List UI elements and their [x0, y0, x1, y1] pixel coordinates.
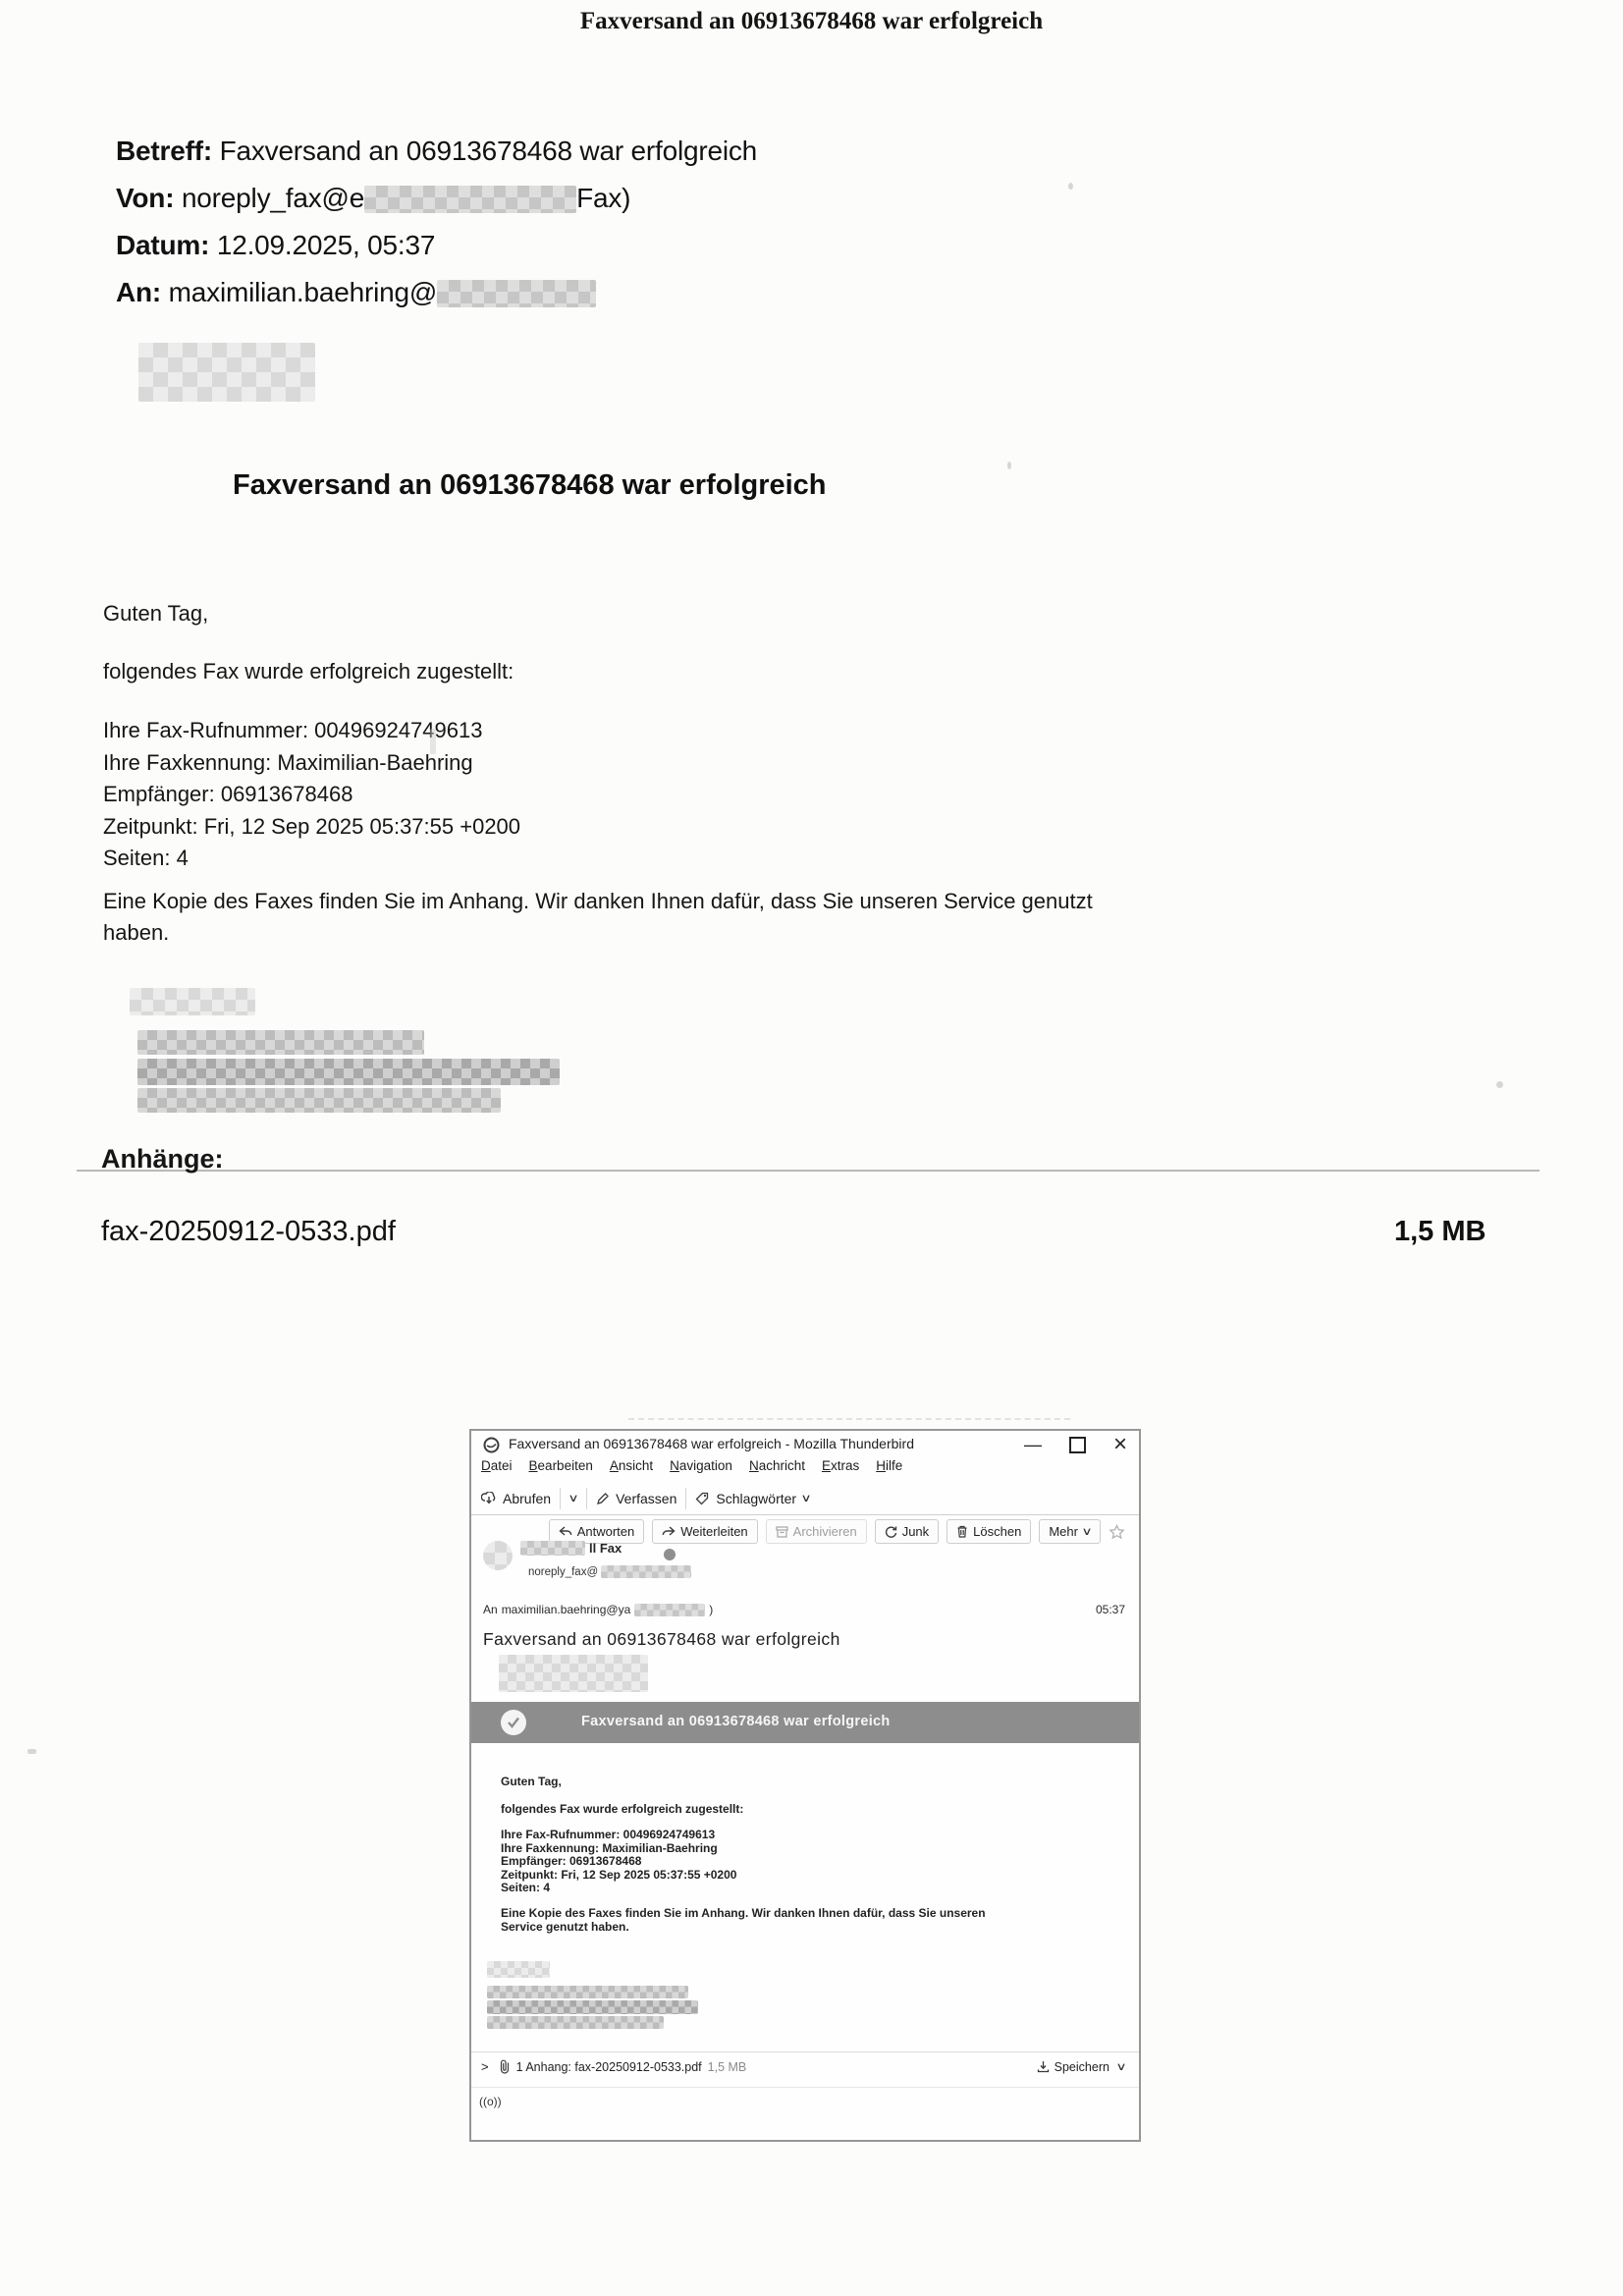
menu-nachricht[interactable]: Nachricht [748, 1458, 805, 1473]
window-controls [1023, 1431, 1127, 1457]
sender-avatar [483, 1541, 513, 1570]
meta-betreff-line [116, 128, 757, 175]
cloud-download-icon [481, 1492, 497, 1505]
more-button[interactable] [1039, 1519, 1101, 1544]
an-value-prefix: maximilian.baehring@ [168, 277, 438, 307]
von-value-prefix: noreply_fax@e [181, 183, 365, 213]
redacted-an-address [437, 280, 596, 307]
detail-zeitpunkt: Zeitpunkt: Fri, 12 Sep 2025 05:37:55 +0200 [103, 813, 521, 839]
menu-hilfe[interactable]: Hilfe [876, 1458, 903, 1473]
main-toolbar [471, 1482, 1139, 1515]
tb-details [501, 1829, 736, 1895]
attachment-size: 1,5 MB [707, 2059, 747, 2074]
body-details [103, 715, 520, 875]
status-rss-icon: ((o)) [479, 2095, 502, 2108]
write-label: Verfassen [616, 1490, 677, 1506]
attachments-divider [77, 1170, 1540, 1172]
redacted-signature-name [130, 988, 255, 1015]
archive-icon [776, 1526, 788, 1538]
redacted-tb-signature-line1 [487, 1986, 688, 1998]
tb-detail-fax-rufnummer: Ihre Fax-Rufnummer: 00496924749613 [501, 1828, 716, 1841]
forward-label: Weiterleiten [680, 1524, 748, 1539]
checkmark-icon [501, 1710, 526, 1735]
redacted-signature-line2 [137, 1059, 560, 1085]
menu-bar [481, 1458, 902, 1473]
menu-datei[interactable]: Datei [481, 1458, 513, 1473]
window-title: Faxversand an 06913678468 war erfolgreich - Mozilla Thunderbird [509, 1436, 914, 1451]
reply-label: Antworten [576, 1524, 635, 1539]
close-button[interactable]: × [1112, 1431, 1127, 1457]
attachment-label[interactable]: 1 Anhang: fax-20250912-0533.pdf [515, 2059, 702, 2074]
attachment-bar-divider [471, 2051, 1139, 2052]
redacted-logo [138, 343, 315, 402]
toolbar-divider [685, 1488, 686, 1509]
menu-ansicht[interactable]: Ansicht [609, 1458, 654, 1473]
detail-fax-rufnummer: Ihre Fax-Rufnummer: 00496924749613 [103, 718, 483, 742]
redacted-signature-line1 [137, 1030, 424, 1055]
scan-artifact [27, 1749, 36, 1754]
body-closing-line1: Eine Kopie des Faxes finden Sie im Anhang. Wir danken Ihnen dafür, dass Sie unseren Service genutzt [103, 889, 1093, 913]
menu-navigation[interactable]: Navigation [670, 1458, 732, 1473]
body-closing-line2: haben. [103, 920, 170, 945]
tag-dropdown-icon[interactable]: ∨ [800, 1493, 812, 1504]
thunderbird-window [469, 1429, 1141, 2142]
tb-closing-line1: Eine Kopie des Faxes finden Sie im Anhang. Wir danken Ihnen dafür, dass Sie unseren [501, 1906, 986, 1920]
get-messages-label: Abrufen [503, 1490, 552, 1506]
get-messages-button[interactable] [481, 1491, 551, 1506]
redacted-sender-email [601, 1565, 691, 1578]
an-label: An: [116, 277, 162, 307]
attachment-bar-bottom-divider [471, 2087, 1139, 2088]
thunderbird-logo-icon [483, 1437, 500, 1454]
betreff-label: Betreff: [116, 136, 212, 166]
running-header: Faxversand an 06913678468 war erfolgreich [579, 8, 1044, 34]
tb-detail-faxkennung: Ihre Faxkennung: Maximilian-Baehring [501, 1840, 718, 1855]
junk-label: Junk [901, 1524, 930, 1539]
tag-label: Schlagwörter [716, 1490, 797, 1506]
meta-datum-line [116, 222, 757, 269]
delete-button[interactable] [947, 1519, 1031, 1544]
scan-artifact [664, 1549, 676, 1560]
meta-von-line [116, 175, 757, 222]
scan-smudge [628, 1418, 1070, 1420]
von-label: Von: [116, 183, 175, 213]
forward-icon [662, 1526, 676, 1537]
tb-detail-seiten: Seiten: 4 [501, 1881, 551, 1894]
star-icon[interactable] [1109, 1524, 1125, 1540]
to-address-suffix: ) [709, 1603, 714, 1616]
detail-seiten: Seiten: 4 [103, 846, 189, 870]
meta-an-line [116, 269, 757, 316]
delete-label: Löschen [973, 1524, 1022, 1539]
detail-empfaenger: Empfänger: 06913678468 [103, 782, 353, 806]
attachment-file-name: fax-20250912-0533.pdf [101, 1216, 396, 1247]
reply-icon [559, 1526, 572, 1537]
archive-button[interactable] [766, 1519, 867, 1544]
minimize-button[interactable]: — [1023, 1435, 1042, 1454]
menu-bearbeiten[interactable]: Bearbeiten [528, 1458, 593, 1473]
detail-faxkennung: Ihre Faxkennung: Maximilian-Baehring [103, 749, 473, 775]
redacted-tb-signature-name [487, 1961, 550, 1978]
sender-name-suffix: ll Fax [589, 1541, 622, 1556]
email-meta-block [116, 128, 757, 316]
sender-name [520, 1541, 622, 1556]
sender-email-prefix: noreply_fax@ [528, 1565, 599, 1578]
message-actions [549, 1519, 1125, 1544]
trash-icon [956, 1525, 968, 1538]
tb-greeting: Guten Tag, [501, 1775, 562, 1788]
paperclip-icon [499, 2059, 511, 2074]
scan-artifact [430, 729, 436, 754]
pencil-icon [596, 1492, 610, 1505]
write-button[interactable] [596, 1491, 676, 1506]
more-label: Mehr [1049, 1524, 1078, 1539]
attachment-bar [481, 2059, 1125, 2074]
banner-title: Faxversand an 06913678468 war erfolgreich [581, 1714, 891, 1729]
success-banner [471, 1702, 1139, 1743]
redacted-message-logo [499, 1655, 648, 1692]
betreff-value: Faxversand an 06913678468 war erfolgreich [219, 136, 758, 166]
tb-detail-zeitpunkt: Zeitpunkt: Fri, 12 Sep 2025 05:37:55 +0200 [501, 1867, 737, 1882]
save-dropdown-icon[interactable]: ∨ [1115, 2061, 1127, 2073]
message-time: 05:37 [1095, 1603, 1125, 1616]
archive-label: Archivieren [792, 1524, 857, 1539]
get-messages-dropdown-icon[interactable]: ∨ [568, 1493, 579, 1504]
menu-extras[interactable]: Extras [821, 1458, 860, 1473]
save-attachment-button[interactable]: Speichern [1054, 2059, 1109, 2074]
attachments-heading: Anhänge: [101, 1144, 224, 1174]
tag-icon [695, 1492, 710, 1505]
body-intro: folgendes Fax wurde erfolgreich zugestellt: [103, 659, 514, 683]
redacted-tb-signature-line3 [487, 2016, 664, 2029]
scan-artifact [1068, 183, 1073, 190]
redacted-to-address [634, 1604, 705, 1616]
junk-button[interactable] [875, 1519, 939, 1544]
more-dropdown-icon: ∨ [1081, 1526, 1093, 1538]
datum-value: 12.09.2025, 05:37 [216, 230, 436, 260]
forward-button[interactable] [652, 1519, 757, 1544]
tb-intro: folgendes Fax wurde erfolgreich zugestellt: [501, 1802, 744, 1816]
sender-email [528, 1565, 691, 1578]
download-icon [1037, 2060, 1050, 2073]
document-title: Faxversand an 06913678468 war erfolgreich [233, 469, 827, 501]
redacted-von-address [364, 186, 576, 213]
redacted-signature-line3 [137, 1088, 501, 1113]
tag-button[interactable] [695, 1491, 810, 1506]
to-label: An [483, 1603, 498, 1616]
tb-detail-empfaenger: Empfänger: 06913678468 [501, 1854, 642, 1868]
junk-icon [885, 1525, 897, 1538]
redacted-sender-name [520, 1541, 585, 1556]
toolbar-divider [560, 1488, 561, 1509]
toolbar-divider [586, 1488, 587, 1509]
datum-label: Datum: [116, 230, 210, 260]
attachment-file-size: 1,5 MB [1394, 1216, 1487, 1247]
von-value-suffix: Fax) [576, 183, 631, 213]
maximize-button[interactable] [1069, 1437, 1086, 1453]
redacted-tb-signature-line2 [487, 2000, 698, 2014]
message-subject: Faxversand an 06913678468 war erfolgreich [483, 1629, 840, 1649]
body-greeting: Guten Tag, [103, 601, 209, 626]
scan-artifact [1496, 1081, 1503, 1088]
to-address-prefix: maximilian.baehring@ya [501, 1603, 631, 1616]
recipient-line [483, 1603, 713, 1616]
title-bar[interactable] [471, 1431, 1139, 1458]
tb-closing-line2: Service genutzt haben. [501, 1920, 629, 1934]
attachment-expander-icon[interactable]: > [481, 2059, 489, 2074]
scan-artifact [1007, 462, 1011, 469]
